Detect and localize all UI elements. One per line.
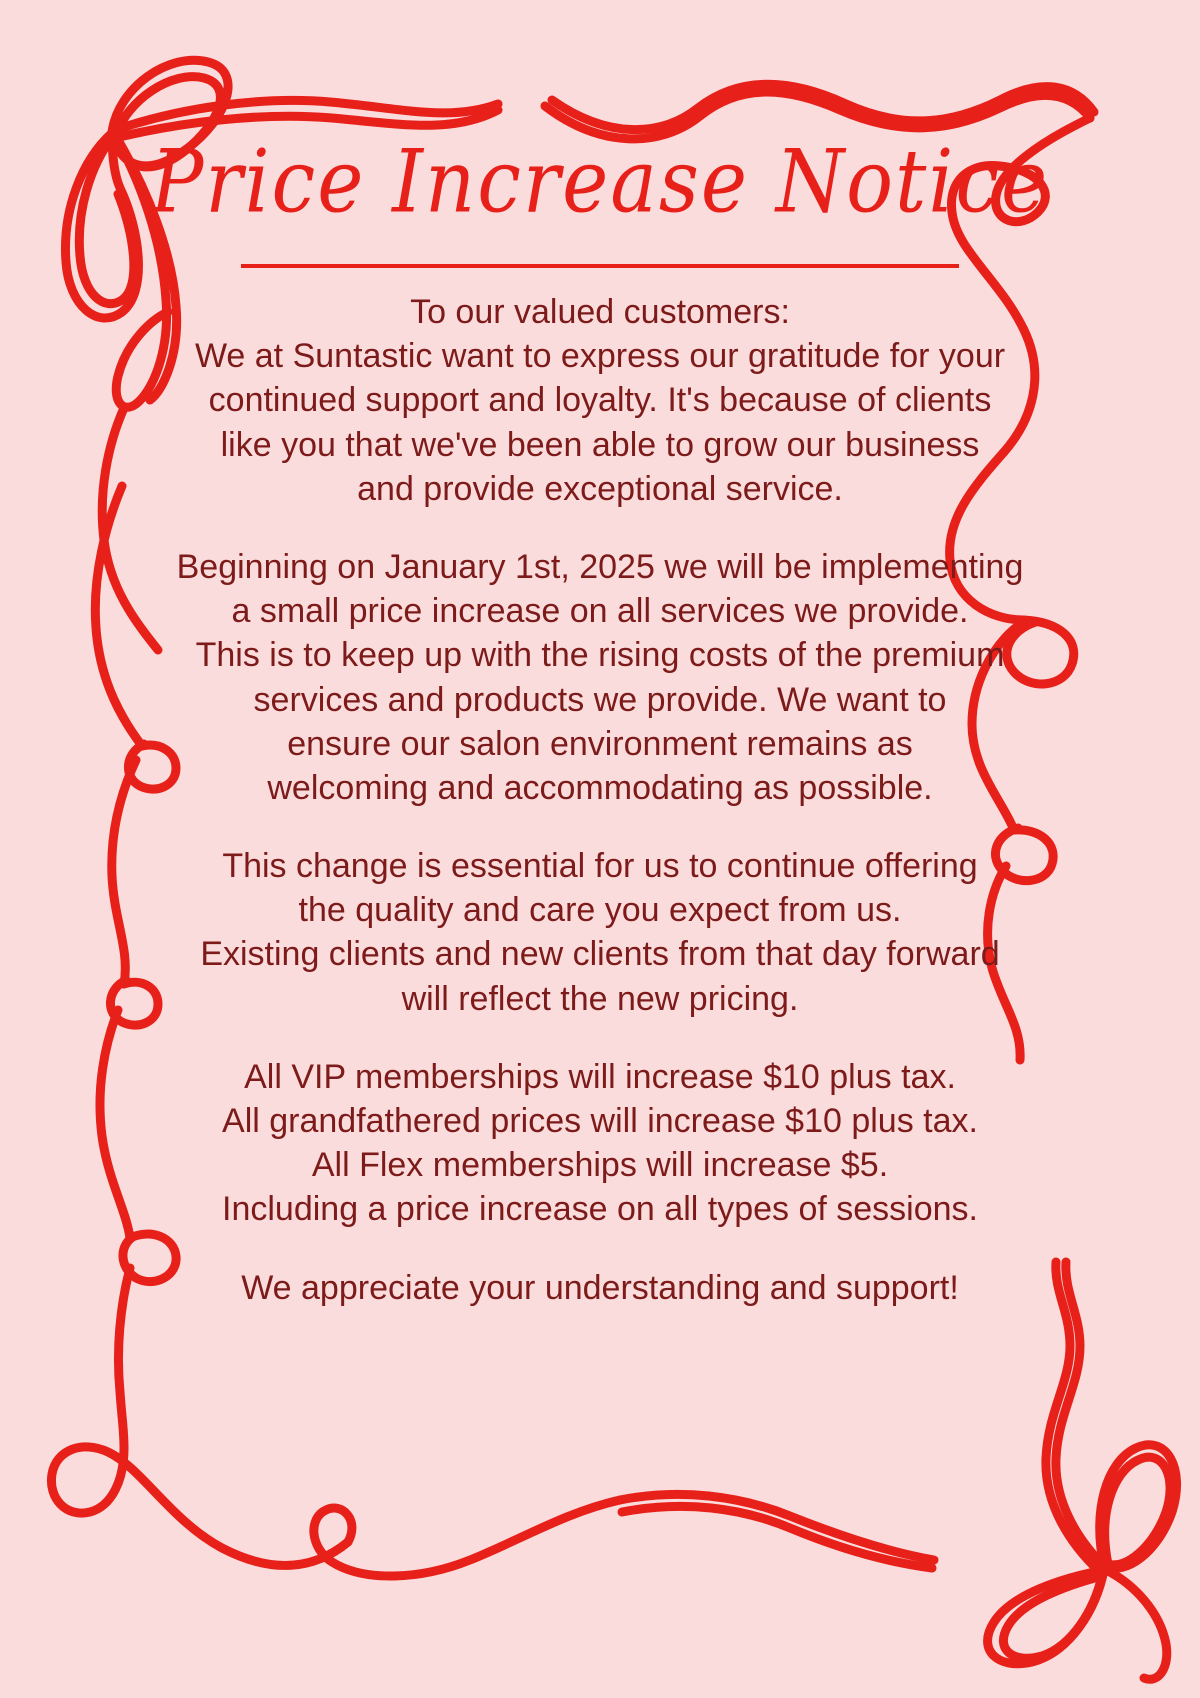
body-line: Including a price increase on all types of sessions. [222, 1190, 978, 1229]
page-title: Price Increase Notice [150, 131, 1050, 233]
body-line: the quality and care you expect from us. [298, 891, 902, 930]
body-line: Existing clients and new clients from that day forward [200, 935, 1000, 974]
body-line: All grandfathered prices will increase $10 plus tax. [222, 1102, 978, 1140]
body-line: a small price increase on all services we provide. [231, 592, 969, 631]
title-block [0, 131, 1200, 268]
body-line: Beginning on January 1st, 2025 we will be implementing [176, 547, 1024, 586]
paragraph-pricing-details [160, 1055, 1040, 1232]
title-divider [241, 264, 959, 268]
paragraph-rationale [160, 844, 1040, 1021]
paragraph-closing [160, 1266, 1040, 1310]
notice-body [160, 290, 1040, 1310]
body-line: continued support and loyalty. It's because of clients [208, 381, 992, 420]
body-line: will reflect the new pricing. [401, 979, 799, 1018]
body-line: services and products we provide. We want to [253, 680, 947, 719]
body-line: All Flex memberships will increase $5. [311, 1146, 889, 1185]
body-line: We appreciate your understanding and support! [241, 1268, 959, 1307]
body-line: welcoming and accommodating as possible. [267, 768, 933, 807]
body-line: This is to keep up with the rising costs of the premium [195, 636, 1005, 675]
paragraph-announcement [160, 545, 1040, 810]
body-line: All VIP memberships will increase $10 plus tax. [244, 1057, 956, 1096]
body-line: This change is essential for us to continue offering [222, 847, 978, 886]
body-line: To our valued customers: [410, 293, 790, 331]
body-line: We at Suntastic want to express our gratitude for your [194, 337, 1006, 376]
body-line: and provide exceptional service. [357, 469, 843, 508]
paragraph-greeting [160, 290, 1040, 511]
body-line: like you that we've been able to grow our business [220, 425, 980, 464]
body-line: ensure our salon environment remains as [287, 724, 913, 763]
